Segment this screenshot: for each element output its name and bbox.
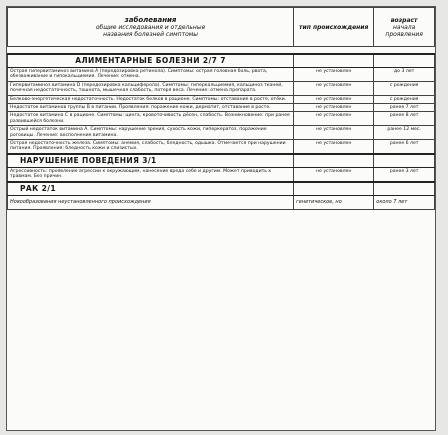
disease-description: Недостаток витаминов группы В в питании. Проявления: поражение кожи, дерматит, отставание в росте. [8, 104, 294, 112]
onset-cell: ранее 3 лет [374, 167, 435, 181]
origin-cell: не установлен [294, 140, 374, 154]
disease-description: Новообразования неустановленного происхождения [8, 195, 294, 209]
table-row [8, 126, 435, 140]
header-therapy-3: проявления [385, 30, 423, 38]
origin-cell: не установлен [294, 112, 374, 126]
section-heading-row [8, 154, 435, 168]
disease-description: Острый недостаток витамина А. Симптомы: нарушение зрения, сухость кожи, гиперкератоз, поражение роговицы. Лечение: восполнение витамина. [8, 126, 294, 140]
disease-table [7, 7, 435, 210]
header-name-sub-1: общие исследования и отдельные [95, 23, 206, 31]
section-title: НАРУШЕНИЕ ПОВЕДЕНИЯ 3/1 [8, 154, 294, 168]
onset-cell: ранее 12 мес. [374, 126, 435, 140]
header-origin: тип происхождения [299, 23, 369, 31]
onset-cell: ранее 6 лет [374, 140, 435, 154]
header-name-cell [8, 8, 294, 47]
table-row [8, 81, 435, 95]
onset-cell: с рождения [374, 95, 435, 103]
table-header [8, 8, 435, 47]
header-origin-cell [294, 8, 374, 47]
section-title: АЛИМЕНТАРНЫЕ БОЛЕЗНИ 2/7 7 [8, 54, 294, 68]
section-title: РАК 2/1 [8, 182, 294, 196]
disease-description: Белково-энергетическая недостаточность. Недостаток белков в рационе. Симптомы: отставание в росте, отёки. [8, 95, 294, 103]
onset-cell: ранее 8 лет [374, 112, 435, 126]
onset-cell: ранее 7 лет [374, 104, 435, 112]
section-heading-row [8, 54, 435, 68]
table-row [8, 195, 435, 209]
onset-cell: с рождения [374, 81, 435, 95]
origin-cell: генетическое, но [294, 195, 374, 209]
origin-cell: не установлен [294, 81, 374, 95]
header-therapy-1: возраст [390, 16, 418, 24]
table-row [8, 140, 435, 154]
header-name-title: заболевания [124, 15, 177, 24]
disease-description: Агрессивность: проявление агрессии к окружающим, нанесение вреда себе и другим. Может приводить к травмам. Без причин. [8, 167, 294, 181]
onset-cell: около 7 лет [374, 195, 435, 209]
header-name-sub-2: названия болезней симптомы [103, 30, 199, 38]
origin-cell: не установлен [294, 95, 374, 103]
table-row [8, 68, 435, 82]
table-row [8, 112, 435, 126]
table-row [8, 104, 435, 112]
origin-cell: не установлен [294, 167, 374, 181]
disease-description: Гипервитаминоз витамина D (передозировка кальциферола). Симптомы: гиперкальциемия, кальциноз тканей, почечная недостаточность, тошнота, мышечная слабость, потеря веса. Лечение: отмена препарата. [8, 81, 294, 95]
disease-description: Острая недостаточность железа. Симптомы: анемия, слабость, бледность, одышка. Отмечается при нарушении питания. Проявления: бледность кожи и слизистых. [8, 140, 294, 154]
header-therapy-cell [374, 8, 435, 47]
reference-table-sheet [6, 6, 436, 431]
origin-cell: не установлен [294, 68, 374, 82]
section-heading-row [8, 182, 435, 196]
spacer-row [8, 47, 435, 55]
table-row [8, 167, 435, 181]
origin-cell: не установлен [294, 126, 374, 140]
origin-cell: не установлен [294, 104, 374, 112]
disease-description: Острая гипервитаминоз витамина А (передозировка ретинола). Симптомы: острая головная боль, рвота, обезвоживание и гипокальциемия. Лечение: отмена. [8, 68, 294, 82]
onset-cell: до 3 лет [374, 68, 435, 82]
header-therapy-2: начала [392, 23, 416, 31]
table-row [8, 95, 435, 103]
disease-description: Недостаток витамина С в рационе. Симптомы: цинга, кровоточивость дёсен, слабость. Возникновение: при ранее развившейся болезни. [8, 112, 294, 126]
